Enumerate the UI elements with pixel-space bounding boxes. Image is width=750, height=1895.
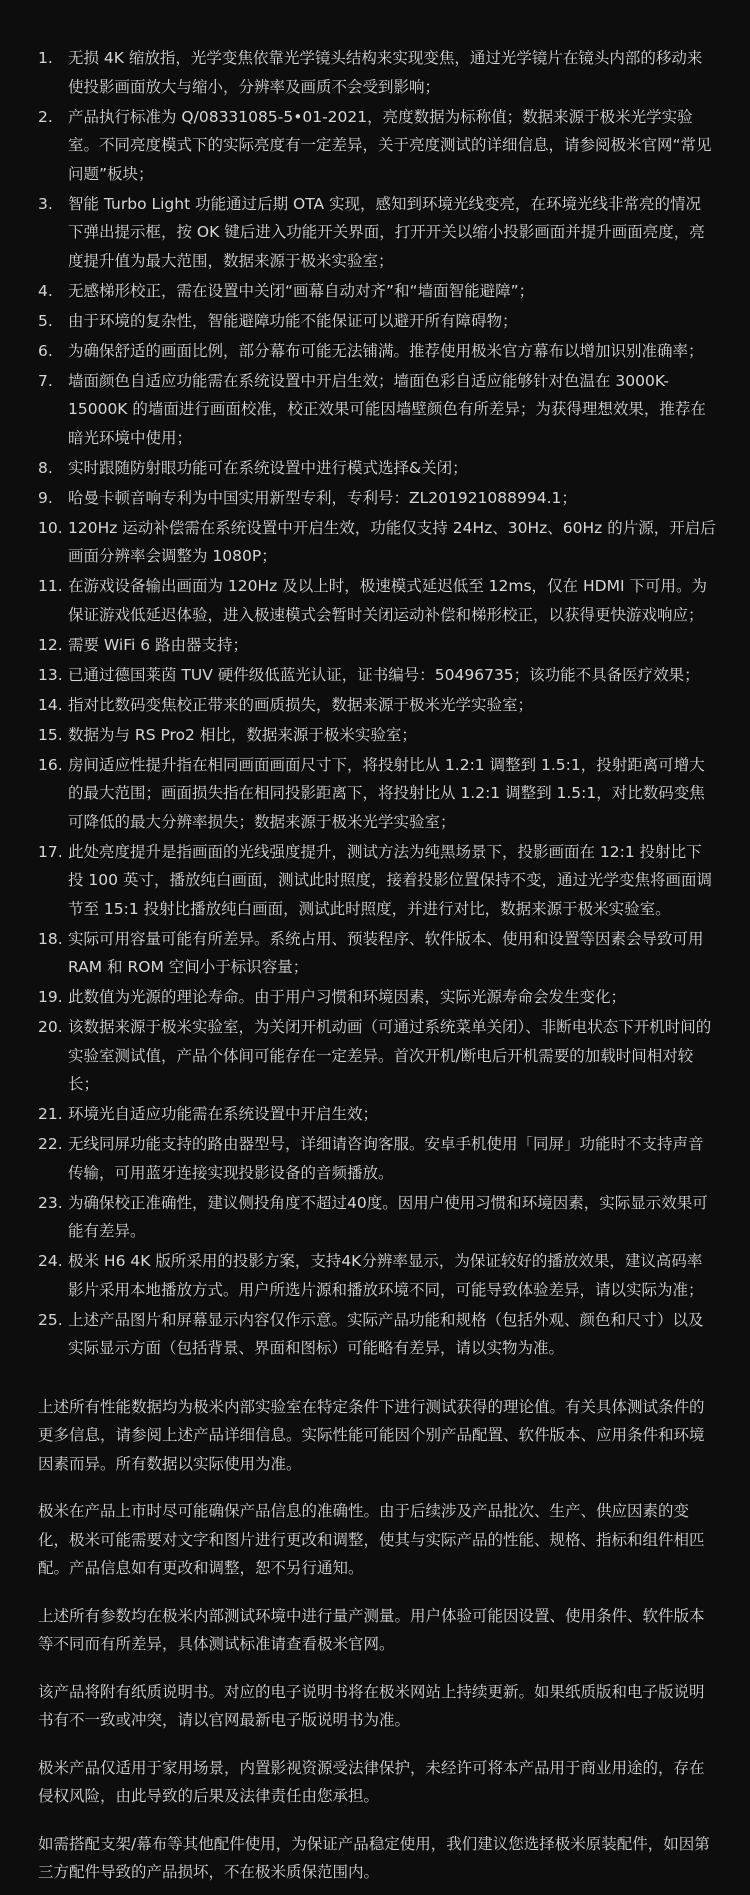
footnote-text: 该数据来源于极米实验室，为关闭开机动画（可通过系统菜单关闭）、非断电状态下开机时间的实验室测试值，产品个体间可能存在一定差异。首次开机/断电后开机需要的加载时间相对较长； <box>68 1018 712 1093</box>
footnote-item <box>38 983 716 1012</box>
footnote-item <box>38 691 716 720</box>
footnote-text: 实时跟随防射眼功能可在系统设置中进行模式选择&关闭； <box>68 458 468 477</box>
footnote-item <box>38 572 716 629</box>
footnote-number: 6. <box>38 341 53 360</box>
footnote-number: 12. <box>38 635 63 654</box>
footnote-number: 23. <box>38 1193 63 1212</box>
footnote-item <box>38 1013 716 1099</box>
footnote-text: 数据为与 RS Pro2 相比，数据来源于极米实验室； <box>68 725 417 744</box>
footnote-item <box>38 1247 716 1304</box>
footnote-number: 15. <box>38 725 63 744</box>
footnote-number: 7. <box>38 371 53 390</box>
footnote-text: 无损 4K 缩放指，光学变焦依靠光学镜头结构来实现变焦，通过光学镜片在镜头内部的移动来使投影画面放大与缩小，分辨率及画质不会受到影响； <box>68 49 703 96</box>
footnote-text: 环境光自适应功能需在系统设置中开启生效； <box>68 1105 379 1123</box>
footnote-item <box>38 838 716 924</box>
footnote-number: 8. <box>38 458 53 477</box>
footnote-text: 产品执行标准为 Q/08331085-5•01-2021，亮度数据为标称值；数据来源于极米光学实验室。不同亮度模式下的实际亮度有一定差异，关于亮度测试的详细信息，请参阅极米官网“常见问题”板块； <box>68 107 712 183</box>
disclaimer-paragraph: 极米产品仅适用于家用场景，内置影视资源受法律保护，未经许可将本产品用于商业用途的，存在侵权风险，由此导致的后果及法律责任由您承担。 <box>38 1758 705 1805</box>
footnote-number: 21. <box>38 1105 63 1123</box>
footnote-text: 上述产品图片和屏幕显示内容仅作示意。实际产品功能和规格（包括外观、颜色和尺寸）以及实际显示方面（包括背景、界面和图标）可能略有差异，请以实物为准。 <box>68 1310 704 1357</box>
footnote-number: 19. <box>38 988 63 1006</box>
footnote-number: 3. <box>38 194 53 213</box>
footnote-number: 10. <box>38 518 63 537</box>
disclaimer-paragraph: 上述所有参数均在极米内部测试环境中进行量产测量。用户体验可能因设置、使用条件、软件版本等不同而有所差异，具体测试标准请查看极米官网。 <box>38 1606 705 1653</box>
footnote-item <box>38 1189 716 1246</box>
footnote-number: 1. <box>38 49 53 67</box>
footnote-number: 20. <box>38 1018 63 1036</box>
footnote-item <box>38 751 716 837</box>
footnote-text: 120Hz 运动补偿需在系统设置中开启生效，功能仅支持 24Hz、30Hz、60Hz 的片源，开启后画面分辨率会调整为 1080P； <box>68 518 716 565</box>
footnote-text: 墙面颜色自适应功能需在系统设置中开启生效；墙面色彩自适应能够针对色温在 3000K-15000K 的墙面进行画面校准，校正效果可能因墙壁颜色有所差异；为获得理想效果，推荐在暗光环境中使用； <box>68 371 706 447</box>
footnote-item <box>38 190 716 276</box>
footnote-item <box>38 454 716 483</box>
footnote-number: 14. <box>38 695 63 714</box>
footnote-item <box>38 1306 716 1363</box>
footnote-item <box>38 925 716 982</box>
footnote-number: 24. <box>38 1252 63 1270</box>
footnote-text: 由于环境的复杂性，智能避障功能不能保证可以避开所有障碍物； <box>68 311 518 330</box>
footnote-number: 4. <box>38 281 53 300</box>
footnote-number: 11. <box>38 577 63 595</box>
footnote-number: 5. <box>38 311 53 330</box>
footnote-text: 智能 Turbo Light 功能通过后期 OTA 实现，感知到环境光线变亮，在环境光线非常亮的情况下弹出提示框，按 OK 键后进入功能开关界面，打开开关以缩小投影画面并提升画面亮度，亮度提升值为最大范围，数据来源于极米实验室； <box>68 194 705 270</box>
footnote-number: 17. <box>38 842 63 861</box>
footnote-number: 9. <box>38 488 53 507</box>
footnote-item <box>38 277 716 306</box>
footnote-text: 在游戏设备输出画面为 120Hz 及以上时，极速模式延迟低至 12ms，仅在 HDMI 下可用。为保证游戏低延迟体验，进入极速模式会暂时关闭运动补偿和梯形校正，以获得更快游戏响应； <box>68 577 707 624</box>
footnote-number: 25. <box>38 1310 63 1329</box>
footnote-text: 极米 H6 4K 版所采用的投影方案，支持4K分辨率显示，为保证较好的播放效果，建议高码率影片采用本地播放方式。用户所选片源和播放环境不同，可能导致体验差异，请以实际为准； <box>68 1252 704 1299</box>
footnote-text: 指对比数码变焦校正带来的画质损失，数据来源于极米光学实验室； <box>68 695 534 714</box>
footnote-text: 已通过德国莱茵 TUV 硬件级低蓝光认证，证书编号：50496735；该功能不具备医疗效果； <box>68 665 700 684</box>
footnote-item <box>38 484 716 513</box>
footnote-number: 2. <box>38 107 53 126</box>
footnote-item <box>38 514 716 571</box>
footnote-number: 22. <box>38 1135 63 1153</box>
footnote-item <box>38 367 716 453</box>
footnote-text: 哈曼卡顿音响专利为中国实用新型专利，专利号：ZL201921088994.1； <box>68 488 577 507</box>
footnote-item <box>38 631 716 660</box>
footnote-item <box>38 103 716 189</box>
footnote-text: 实际可用容量可能有所差异。系统占用、预装程序、软件版本、使用和设置等因素会导致可用 RAM 和 ROM 空间小于标识容量； <box>68 929 704 976</box>
footnote-list <box>38 44 716 1363</box>
footnote-text: 此数值为光源的理论寿命。由于用户习惯和环境因素，实际光源寿命会发生变化； <box>68 988 627 1006</box>
footnote-number: 18. <box>38 929 63 948</box>
footnote-item <box>38 337 716 366</box>
disclaimer-paragraph: 极米在产品上市时尽可能确保产品信息的准确性。由于后续涉及产品批次、生产、供应因素的变化，极米可能需要对文字和图片进行更改和调整，使其与实际产品的性能、规格、指标和组件相匹配。产品信息如有更改和调整，恕不另行通知。 <box>38 1502 705 1577</box>
footnote-text: 房间适应性提升指在相同画面画面尺寸下，将投射比从 1.2:1 调整到 1.5:1，投射距离可增大的最大范围；画面损失指在相同投影距离下，将投射比从 1.2:1 调整到 1.5:1，对比数码变焦可降低的最大分辨率损失；数据来源于极米光学实验室； <box>68 755 705 831</box>
footnote-number: 16. <box>38 755 63 774</box>
footnote-text: 为确保舒适的画面比例，部分幕布可能无法铺满。推荐使用极米官方幕布以增加识别准确率； <box>68 341 704 360</box>
footnote-text: 为确保校正准确性，建议侧投角度不超过40度。因用户使用习惯和环境因素，实际显示效果可能有差异。 <box>68 1193 708 1240</box>
footnote-number: 13. <box>38 665 63 684</box>
footnote-text: 需要 WiFi 6 路由器支持； <box>68 635 249 654</box>
footnote-item <box>38 721 716 750</box>
footnote-text: 无线同屏功能支持的路由器型号，详细请咨询客服。安卓手机使用「同屏」功能时不支持声音传输，可用蓝牙连接实现投影设备的音频播放。 <box>68 1135 704 1182</box>
disclaimer-paragraph: 上述所有性能数据均为极米内部实验室在特定条件下进行测试获得的理论值。有关具体测试条件的更多信息，请参阅上述产品详细信息。实际性能可能因个别产品配置、软件版本、应用条件和环境因素而异。所有数据以实际使用为准。 <box>38 1397 705 1473</box>
disclaimer-paragraph: 如需搭配支架/幕布等其他配件使用，为保证产品稳定使用，我们建议您选择极米原装配件，如因第三方配件导致的产品损坏，不在极米质保范围内。 <box>38 1834 710 1881</box>
disclaimer-paragraph: 该产品将附有纸质说明书。对应的电子说明书将在极米网站上持续更新。如果纸质版和电子版说明书有不一致或冲突，请以官网最新电子版说明书为准。 <box>38 1682 705 1729</box>
footnote-item <box>38 661 716 690</box>
disclaimer-paragraphs <box>38 1393 716 1887</box>
footnote-item <box>38 307 716 336</box>
footnote-text: 无感梯形校正，需在设置中关闭“画幕自动对齐”和“墙面智能避障”； <box>68 281 535 300</box>
footnote-item <box>38 1100 716 1129</box>
footnote-item <box>38 1130 716 1187</box>
footnote-text: 此处亮度提升是指画面的光线强度提升，测试方法为纯黑场景下，投影画面在 12:1 投射比下投 100 英寸，播放纯白画面，测试此时照度，接着投影位置保持不变，通过光学变焦将画面调节至 15:1 投射比播放纯白画面，测试此时照度，并进行对比，数据来源于极米实验室。 <box>68 842 712 918</box>
footnote-item <box>38 44 716 101</box>
